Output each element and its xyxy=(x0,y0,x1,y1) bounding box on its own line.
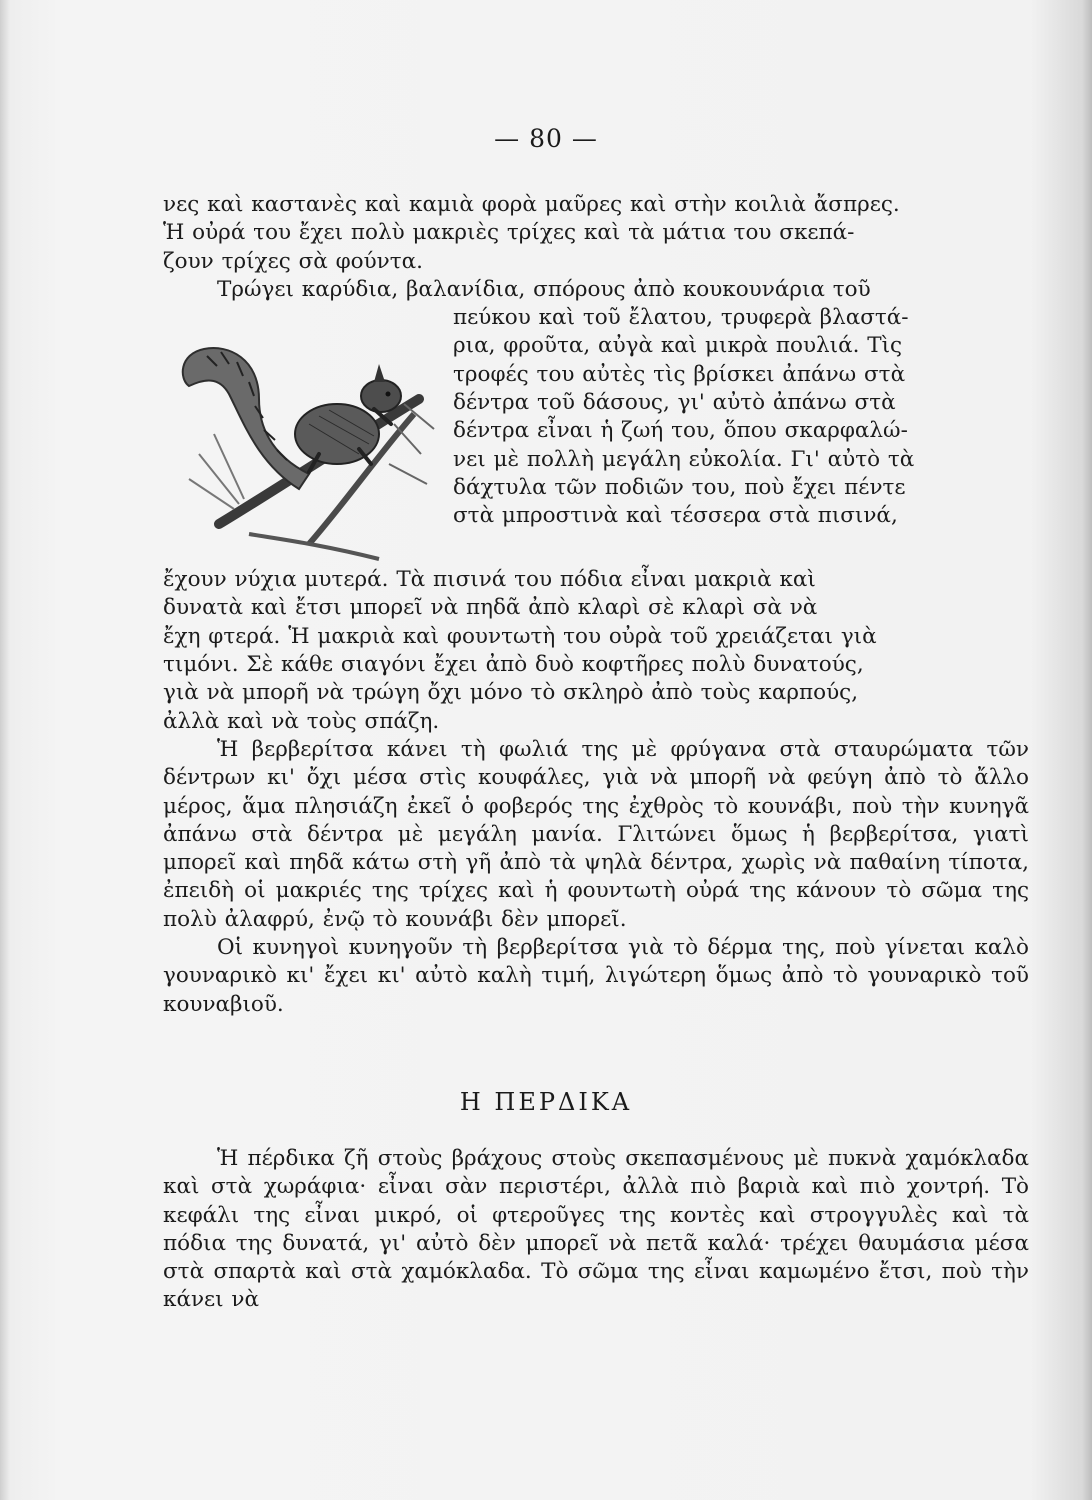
text-line: Ἡ οὐρά του ἔχει πολὺ μακριὲς τρίχες καὶ τὰ μάτια του σκεπά- xyxy=(163,220,855,246)
text-line: στὰ μπροστινὰ καὶ τέσσερα στὰ πισινά, xyxy=(453,503,898,529)
text-line: ρια, φροῦτα, αὐγὰ καὶ μικρὰ πουλιά. Τὶς xyxy=(453,333,903,359)
squirrel-section xyxy=(163,191,1029,1019)
text-line: δέντρα εἶναι ἡ ζωή του, ὅπου σκαρφαλώ- xyxy=(453,418,908,444)
text-line: γιὰ νὰ μπορῆ νὰ τρώγη ὄχι μόνο τὸ σκληρὸ ἀπὸ τοὺς καρπούς, xyxy=(163,680,859,706)
section-heading: Η ΠΕΡΔΙΚΑ xyxy=(459,1088,633,1116)
text-line: τιμόνι. Σὲ κάθε σιαγόνι ἔχει ἀπὸ δυὸ κοφτῆρες πολὺ δυνατούς, xyxy=(163,652,864,678)
text-line: δέντρα τοῦ δάσους, γι' αὐτὸ ἀπάνω στὰ xyxy=(453,390,896,416)
text-line: νει μὲ πολλὴ μεγάλη εὐκολία. Γι' αὐτὸ τὰ xyxy=(453,446,915,472)
text-line: ἔχουν νύχια μυτερά. Τὰ πισινά του πόδια εἶναι μακριὰ καὶ xyxy=(163,567,816,593)
hunters-paragraph: Οἱ κυνηγοὶ κυνηγοῦν τὴ βερβερίτσα γιὰ τὸ δέρμα της, ποὺ γίνεται καλὸ γουναρικὸ κι' ἔχει κι' αὐτὸ καλὴ τιμή, λιγώτερη ὅμως ἀπὸ τὸ γουναρικὸ τοῦ κουναβιοῦ. xyxy=(163,935,1029,1017)
nest-paragraph: Ἡ βερβερίτσα κάνει τὴ φωλιά της μὲ φρύγανα στὰ σταυρώματα τῶν δέντρων κι' ὄχι μέσα στὶς κουφάλες, γιὰ νὰ μπορῆ νὰ φεύγη ἀπὸ τὸ ἄλλο μέρος, ἅμα πλησιάζη ἐκεῖ ὁ φοβερός της ἐχθρὸς τὸ κουνάβι, ποὺ τὴν κυνηγᾶ ἀπάνω στὰ δέντρα μὲ μεγάλη μανία. Γλιτώνει ὅμως ἡ βερβερίτσα, γιατὶ μπορεῖ καὶ πηδᾶ κάτω στὴ γῆ ἀπὸ τὰ ψηλὰ δέντρα, χωρὶς νὰ παθαίνη τίποτα, ἐπειδὴ οἱ μακριές της τρίχες καὶ ἡ φουντωτὴ οὐρά της κάνουν τὸ σῶμα της πολὺ ἀλαφρύ, ἐνῷ τὸ κουνάβι δὲν μπορεῖ. xyxy=(163,736,1029,932)
page-number: — 80 — xyxy=(494,124,598,153)
text-line: ἀλλὰ καὶ νὰ τοὺς σπάζη. xyxy=(163,708,440,734)
text-line: ζουν τρίχες σὰ φούντα. xyxy=(163,248,423,274)
text-line: δάχτυλα τῶν ποδιῶν του, ποὺ ἔχει πέντε xyxy=(453,474,906,500)
text-line: Τρώγει καρύδια, βαλανίδια, σπόρους ἀπὸ κουκουνάρια τοῦ xyxy=(217,276,871,302)
squirrel-illustration xyxy=(159,304,449,566)
text-line: τροφές του αὐτὲς τὶς βρίσκει ἀπάνω στὰ xyxy=(453,361,906,387)
text-line: νες καὶ καστανὲς καὶ καμιὰ φορὰ μαῦρες καὶ στὴν κοιλιὰ ἄσπρες. xyxy=(163,192,900,217)
partridge-paragraph: Ἡ πέρδικα ζῆ στοὺς βράχους στοὺς σκεπασμένους μὲ πυκνὰ χαμόκλαδα καὶ στὰ χωράφια· εἶναι σὰν περιστέρι, ἀλλὰ πιὸ βαριὰ καὶ πιὸ χοντρή. Τὸ κεφάλι της εἶναι μικρό, οἱ φτεροῦγες της κοντὲς καὶ στρογγυλὲς καὶ τὰ πόδια της δυνατά, γι' αὐτὸ δὲν μπορεῖ νὰ πετᾶ καλά· τρέχει θαυμάσια μέσα στὰ σπαρτὰ καὶ στὰ χαμόκλαδα. Τὸ σῶμα της εἶναι καμωμένο ἔτσι, ποὺ τὴν κάνει νὰ xyxy=(163,1146,1029,1313)
text-line: ἔχη φτερά. Ἡ μακριὰ καὶ φουντωτὴ του οὐρὰ τοῦ χρειάζεται γιὰ xyxy=(163,623,877,649)
partridge-section xyxy=(163,1145,1029,1315)
text-line: πεύκου καὶ τοῦ ἔλατου, τρυφερὰ βλαστά- xyxy=(453,305,909,331)
illustration-wrap xyxy=(163,304,1029,566)
text-line: δυνατὰ καὶ ἔτσι μπορεῖ νὰ πηδᾶ ἀπὸ κλαρὶ σὲ κλαρὶ σὰ νὰ xyxy=(163,595,818,621)
